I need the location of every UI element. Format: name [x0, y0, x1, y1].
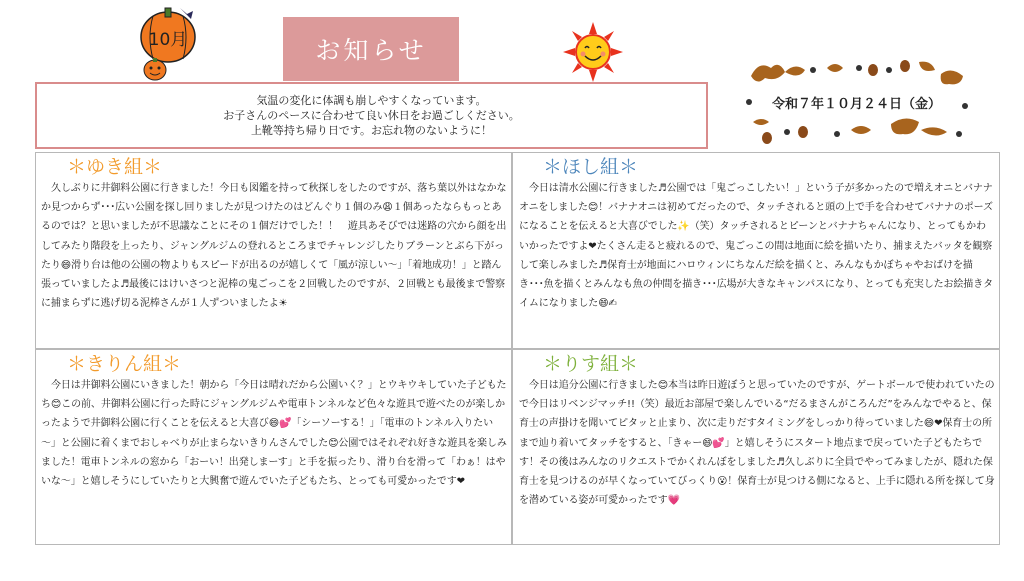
pumpkin-illustration — [133, 4, 205, 82]
class-section-yuki — [35, 152, 512, 349]
class-report: 今日は追分公園に行きました😊本当は昨日遊ぼうと思っていたのですが、ゲートボールで使われていたので今日はリベンジマッチ!!（笑）最近お部屋で楽しんでいる“だるまさんがころんだ”をみんなでやると、保育士の声掛けを聞いてピタッと止まり、次に走りだすタイミングをしっかり待っていました😄❤保育士の所まで辿り着いてタッチをすると、「きゃー😄💕」と嬉しそうにスタート地点まで戻っていた子どもたちです！その後はみんなのリクエストでかくれんぼをしました♬久しぶりに全員でやってみましたが、隠れた保育士を見つけるのが早くなっていてびっくり😮！保育士が見つける側になると、上手に隠れる所を探して身を潜めている姿が可愛かったです💗 — [519, 380, 995, 507]
notice-line: 上靴等持ち帰り日です。お忘れ物のないように！ — [250, 124, 493, 137]
class-section-risu — [512, 349, 1000, 545]
notice-box — [35, 82, 708, 149]
class-title: ＊りす組＊ — [543, 353, 639, 375]
notice-line: 気温の変化に体調も崩しやすくなっています。 — [256, 94, 487, 107]
class-section-hoshi — [512, 152, 1000, 349]
notice-line: お子さんのペースに合わせて良い休日をお過ごしください。 — [223, 109, 520, 122]
class-title: ＊ほし組＊ — [543, 156, 639, 178]
class-section-kirin — [35, 349, 512, 545]
class-report: 今日は清水公園に行きました♬公園では「鬼ごっこしたい！」という子が多かったので増えオニとバナナオニをしました😊！バナナオニは初めてだったので、タッチされると頭の上で手を合わせてバナナのポーズになることを伝えると大喜びでした✨（笑）タッチされるとピーンとバナナちゃんになり、とってもかわいかったですよ❤たくさん走ると疲れるので、鬼ごっこの間は地面に絵を描いたり、捕まえたバッタを観察して楽しみました♬保育士が地面にハロウィンにちなんだ絵を描くと、みんなもかぼちゃやおばけを描き･･･魚を描くとみんなも魚の仲間を描き･･･広場が大きなキャンパスになり、とっても充実したお絵描きタイムになりました😄✍ — [519, 183, 993, 310]
sun-icon — [563, 22, 623, 82]
pumpkin-label: 10月 — [148, 30, 188, 50]
class-title: ＊きりん組＊ — [67, 353, 182, 375]
notice-title-banner — [283, 17, 459, 81]
class-report: 今日は井御料公園にいきました！朝から「今日は晴れだから公園いく？」とウキウキしていた子どもたち😊この前、井御料公園に行った時にジャングルジムや電車トンネルなど色々な遊具で遊べたのが楽しかったようで井御料公園に行くことを伝えると大喜び😄💕「シーソーする！」「電車のトンネル入りたい～」と公園に着くまでおしゃべりが止まらないきりんさんでした😊公園ではそれぞれ好きな遊具を楽しみました！電車トンネルの窓から「おーい！出発しまーす」と手を振ったり、滑り台を滑って「わぁ！はやいな～」と嬉しそうにしていたりと大興奮で遊んでいた子どもたち、とっても可愛かったです❤ — [41, 380, 507, 488]
date-label: 令和７年１０月２４日（金） — [772, 97, 942, 112]
class-report: 久しぶりに井御料公園に行きました！今日も図鑑を持って秋探しをしたのですが、落ち葉以外はなかなか見つからず･･･広い公園を探し回りましたが見つけたのはどんぐり１個のみ😩１個あったならもっとあるのでは？と思いましたが不思議なことにその１個だけでした！！ 遊具あそびでは迷路の穴から顔を出してみたり階段を上ったり、ジャングルジムの登れるところまでチャレンジしたりブラーンとぶら下がったり😄滑り台は他の公園の物よりもスピードが出るのが嬉しくて「風が涼しい～」「着地成功！」と踏ん張っていましたよ♬最後にはけいさつと泥棒の鬼ごっこを２回戦したのですが、２回戦とも最後まで警察に捕まらずに逃げ切る泥棒さんが１人ずついましたよ☀ — [41, 183, 507, 310]
class-title: ＊ゆき組＊ — [67, 156, 163, 178]
page-title: お知らせ — [315, 36, 427, 65]
